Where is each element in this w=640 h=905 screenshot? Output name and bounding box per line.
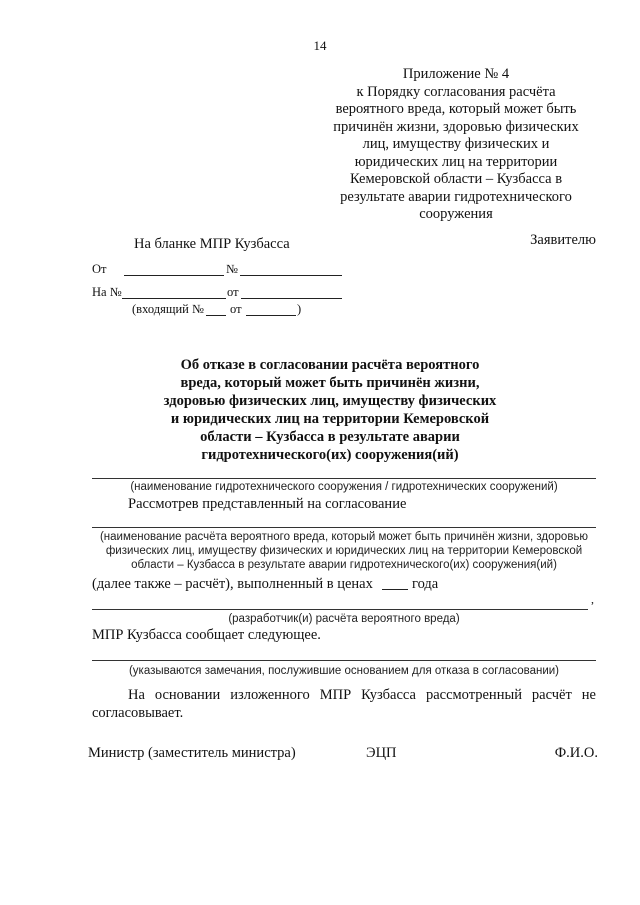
incoming-prefix: (входящий № [132, 302, 204, 316]
considered-text: Рассмотрев представленный на согласование [128, 496, 407, 512]
appendix-line: вероятного вреда, который может быть [335, 101, 577, 117]
fio-label: Ф.И.О. [554, 745, 598, 761]
prices-year-line [382, 578, 408, 590]
incoming-number-line [206, 304, 226, 316]
remarks-caption: (указываются замечания, послужившие основанием для отказа в согласовании) [128, 665, 560, 677]
appendix-line: юридических лиц на территории [354, 153, 558, 170]
reply-number-blank-line [122, 287, 226, 299]
incoming-date-line [246, 304, 296, 316]
number-blank-line [240, 264, 342, 276]
from-blank-line [124, 264, 224, 276]
incoming-date-label: от [230, 302, 242, 316]
title-line: гидротехнического(их) сооружения(ий) [201, 447, 459, 463]
page-number: 14 [313, 38, 327, 53]
date-label: от [227, 285, 239, 299]
reply-to-label: На № [92, 285, 122, 299]
number-label: № [226, 262, 238, 276]
prices-suffix: года [412, 576, 439, 592]
title-line: области – Кузбасса в результате аварии [200, 429, 460, 445]
developer-caption: (разработчик(и) расчёта вероятного вреда) [228, 613, 460, 625]
addressee: Заявителю [530, 232, 596, 248]
developer-comma: , [591, 592, 594, 606]
appendix-header [322, 66, 590, 224]
ecp-label: ЭЦП [366, 745, 397, 761]
structure-caption: (наименование гидротехнического сооружения / гидротехнических сооружений) [130, 481, 558, 493]
appendix-line: причинён жизни, здоровью физических [333, 118, 579, 135]
appendix-line: Кемеровской области – Кузбасса в [349, 171, 563, 187]
appendix-line: результате аварии гидротехнического [340, 188, 572, 205]
appendix-line: к Порядку согласования расчёта [356, 83, 556, 100]
title-line: Об отказе в согласовании расчёта вероятного [180, 357, 480, 373]
appendix-line: сооружения [419, 206, 493, 222]
prices-prefix: (далее также – расчёт), выполненный в ценах [92, 576, 373, 592]
title-line: и юридических лиц на территории Кемеровской [170, 411, 490, 427]
document-title [150, 356, 510, 464]
appendix-line: лиц, имуществу физических и [362, 136, 550, 152]
reports-text: МПР Кузбасса сообщает следующее. [92, 627, 321, 643]
title-line: здоровью физических лиц, имуществу физических [163, 393, 497, 409]
remarks-line [92, 660, 596, 661]
conclusion-text: На основании изложенного МПР Кузбасса рассмотренный расчёт не согласовывает. [92, 687, 596, 721]
appendix-line: Приложение № 4 [402, 66, 510, 82]
minister-title: Министр (заместитель министра) [88, 745, 296, 761]
incoming-suffix: ) [297, 302, 302, 316]
from-label: От [92, 262, 107, 276]
title-line: вреда, который может быть причинён жизни, [180, 375, 480, 391]
date-blank-line [241, 287, 342, 299]
calc-name-line [92, 527, 596, 528]
calc-caption: (наименование расчёта вероятного вреда, который может быть причинён жизни, здоровью физических лиц, имуществу физических и юридических лиц на территории Кемеровской области – Кузбасса в результате аварии гидротехнического(их) сооружения(ий) [99, 531, 589, 571]
developer-line [92, 609, 588, 610]
structure-name-line [92, 478, 596, 479]
letterhead-label: На бланке МПР Кузбасса [134, 236, 290, 252]
